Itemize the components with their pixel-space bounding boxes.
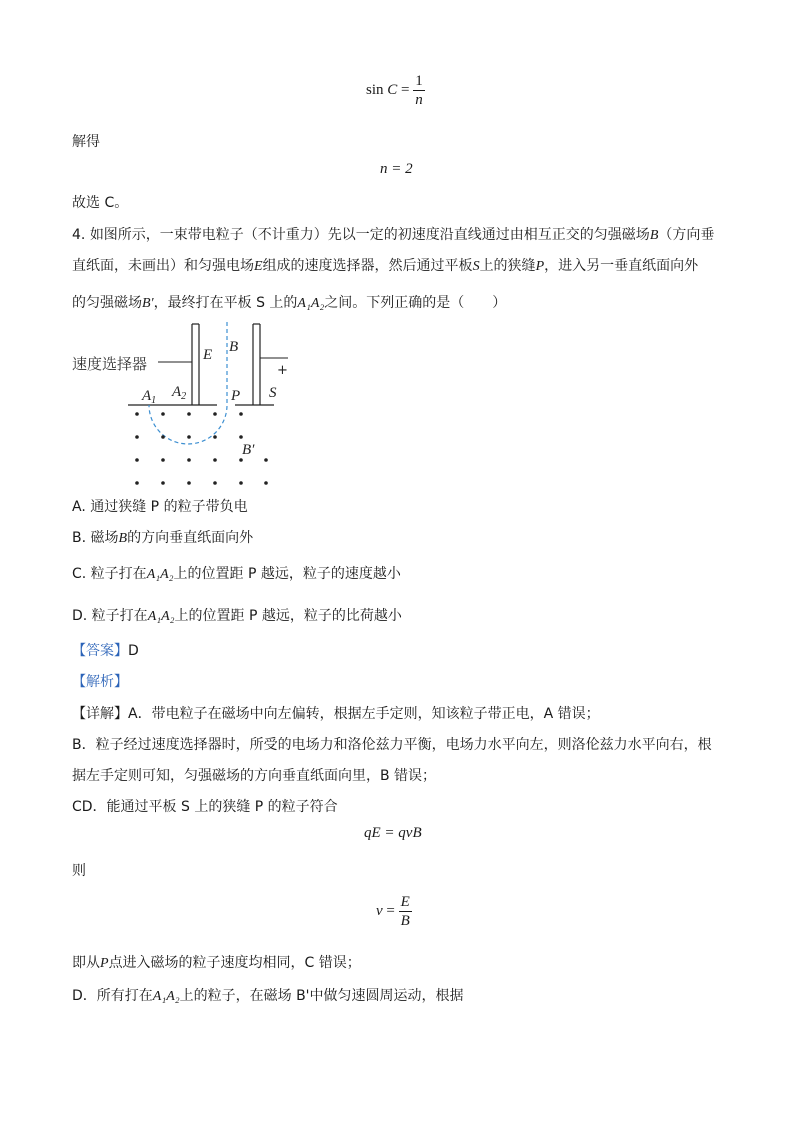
- detail-line-5: [72, 952, 361, 972]
- option-text: B. 磁场: [72, 530, 119, 546]
- label-A2: [171, 384, 186, 402]
- var-C: C: [387, 81, 398, 98]
- label-P: P: [231, 388, 241, 404]
- var-B: B: [118, 531, 128, 546]
- label-A2-sub: 2: [181, 391, 187, 402]
- equation-v-E-over-B: [376, 893, 412, 930]
- label-E: E: [203, 347, 213, 363]
- question-line-1: [72, 224, 714, 244]
- detail-line-6: [72, 985, 464, 1005]
- var-A1A2: A₁A₂: [147, 609, 175, 624]
- option-text: C. 粒子打在: [72, 566, 147, 582]
- label-S: S: [269, 385, 277, 401]
- numerator: 1: [415, 73, 423, 89]
- detail-line-2: B．粒子经过速度选择器时，所受的电场力和洛伦兹力平衡，电场力水平向左，则洛伦兹力水平向右，根: [72, 737, 712, 753]
- sin-text: sin: [366, 81, 384, 98]
- detail-text: 点进入磁场的粒子速度均相同，C 错误；: [108, 955, 361, 971]
- equation-sinC: [366, 72, 425, 109]
- answer-tag: 【答案】: [72, 643, 128, 659]
- equals: =: [386, 902, 395, 919]
- option-text: 上的位置距 P 越远，粒子的比荷越小: [174, 608, 402, 624]
- question-text: 上的狭缝: [479, 258, 536, 274]
- label-A1-letter: A: [142, 388, 152, 404]
- particle-path: [149, 322, 227, 444]
- question-text: 之间。下列正确的是（ ）: [324, 295, 507, 311]
- var-P: P: [535, 259, 545, 274]
- detail-text: 即从: [72, 955, 100, 971]
- question-line-3: [72, 292, 506, 312]
- option-A: [72, 496, 248, 516]
- detail-line-4: CD．能通过平板 S 上的狭缝 P 的粒子符合: [72, 799, 338, 815]
- detail-text-ze: 则: [72, 863, 86, 879]
- question-text: （方向垂: [658, 227, 715, 243]
- equation-n2: n = 2: [380, 161, 413, 177]
- option-text: D. 粒子打在: [72, 608, 148, 624]
- detail-text: D．所有打在: [72, 988, 153, 1004]
- detail-line-1: [72, 703, 600, 723]
- var-A1A2: A₁A₂: [297, 296, 325, 311]
- label-plus: +: [277, 363, 288, 378]
- fraction-1-over-n: [413, 72, 425, 109]
- var-A1A2: A₁A₂: [152, 989, 180, 1004]
- numerator: E: [400, 894, 410, 910]
- option-B: [72, 527, 253, 547]
- question-text: ，最终打在平板 S 上的: [153, 295, 298, 311]
- equation-qE-qvB: qE = qvB: [364, 825, 422, 841]
- question-line-2: [72, 255, 698, 275]
- label-Bprime: B′: [242, 442, 255, 458]
- fraction-E-over-B: [399, 893, 412, 930]
- var-P: P: [100, 956, 109, 971]
- var-Bprime: B′: [142, 296, 154, 311]
- detail-line-3: 据左手定则可知，匀强磁场的方向垂直纸面向里，B 错误；: [72, 768, 437, 784]
- label-A1-sub: 1: [151, 395, 157, 406]
- question-text: ，进入另一垂直纸面向外: [544, 258, 699, 274]
- var-v: v: [376, 902, 383, 919]
- answer-value: D: [128, 643, 139, 659]
- var-A1A2: A₁A₂: [146, 567, 174, 582]
- detail-text: 上的粒子，在磁场 B'中做匀速圆周运动，根据: [179, 988, 464, 1004]
- label-A1: [141, 388, 156, 406]
- question-number: 4.: [72, 227, 86, 243]
- text-guxuan: 故选 C。: [72, 195, 129, 211]
- detail-tag: 【详解】: [72, 706, 128, 722]
- option-text: 的方向垂直纸面向外: [127, 530, 254, 546]
- option-C: [72, 563, 401, 583]
- denominator: B: [400, 913, 410, 929]
- denominator: n: [415, 92, 423, 108]
- text-jiede: 解得: [72, 134, 100, 150]
- question-text: 组成的速度选择器，然后通过平板: [262, 258, 473, 274]
- var-B: B: [649, 228, 659, 243]
- detail-text: A．带电粒子在磁场中向左偏转，根据左手定则，知该粒子带正电，A 错误；: [128, 706, 600, 722]
- label-velocity-selector: 速度选择器: [72, 355, 148, 373]
- option-D: [72, 605, 402, 625]
- option-text: A. 通过狭缝 P 的粒子带负电: [72, 499, 248, 515]
- question-text: 的匀强磁场: [72, 295, 142, 311]
- answer-line: [72, 640, 139, 660]
- label-B: B: [229, 339, 239, 355]
- question-text: 直纸面，未画出）和匀强电场: [72, 258, 254, 274]
- question-text: 如图所示，一束带电粒子（不计重力）先以一定的初速度沿直线通过由相互正交的匀强磁场: [89, 227, 650, 243]
- equals: =: [401, 81, 410, 98]
- label-A2-letter: A: [172, 384, 182, 400]
- var-S: S: [472, 259, 480, 274]
- analysis-tag: 【解析】: [72, 674, 128, 690]
- option-text: 上的位置距 P 越远，粒子的速度越小: [173, 566, 401, 582]
- var-E: E: [254, 259, 263, 274]
- velocity-selector-figure: [70, 318, 300, 493]
